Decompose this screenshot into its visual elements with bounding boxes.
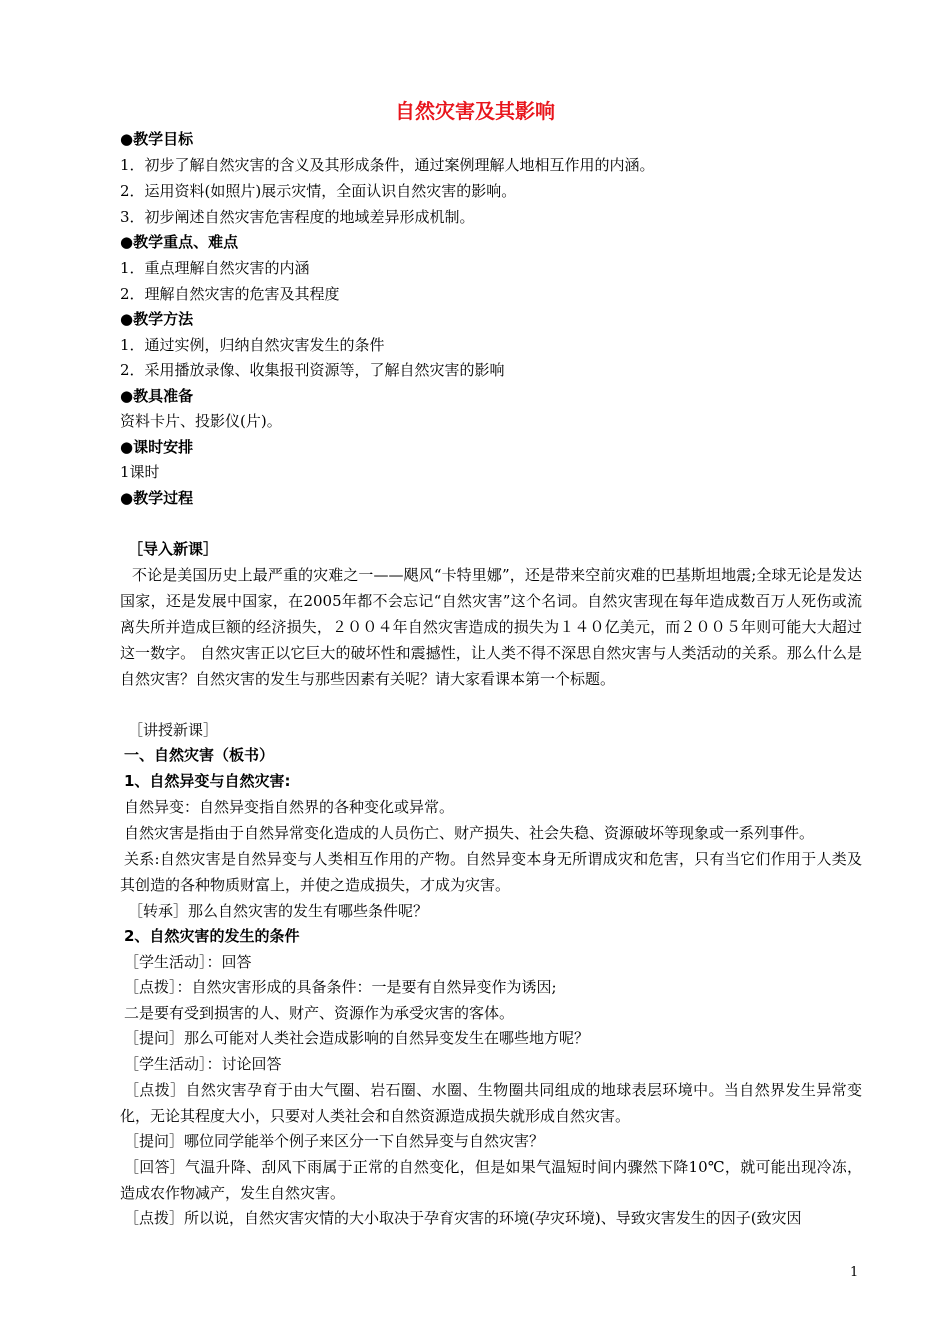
schedule-text: 1课时 [120,463,160,481]
question-1: ［提问］那么可能对人类社会造成影响的自然异变发生在哪些地方呢？ [124,1029,590,1047]
goal-item-1: 1．初步了解自然灾害的含义及其形成条件，通过案例理解人地相互作用的内涵。 [120,156,655,174]
transition-text: ［转承］那么自然灾害的发生有哪些条件呢？ [128,902,429,920]
method-item-1: 1．通过实例，归纳自然灾害发生的条件 [120,336,385,354]
section-1-heading: 一、自然灾害（板书） [124,746,275,764]
answer-paragraph: ［回答］气温升降、刮风下雨属于正常的自然变化，但是如果气温短时间内骤然下降10℃，就可能出现冷冻，造成农作物减产，发生自然灾害。 [120,1158,862,1202]
student-activity-1: ［学生活动］：回答 [124,953,252,971]
question-2: ［提问］哪位同学能举个例子来区分一下自然异变与自然灾害？ [124,1132,545,1150]
focus-heading: ●教学重点、难点 [120,233,239,251]
subsection-1-heading: 1、自然异变与自然灾害: [124,772,291,790]
definition-variation: 自然异变：自然异变指自然界的各种变化或异常。 [124,798,455,816]
new-lesson-heading: ［讲授新课］ [128,721,219,739]
relation-paragraph: 关系:自然灾害是自然异变与人类相互作用的产物。自然异变本身无所谓成灾和危害，只有当它们作用于人类及其创造的各种物质财富上，并使之造成损失，才成为灾害。 [120,850,862,894]
intro-paragraph: 不论是美国历史上最严重的灾难之一——飓风“卡特里娜”，还是带来空前灾难的巴基斯坦地震;全球无论是发达国家，还是发展中国家，在2005年都不会忘记“自然灾害”这个名词。自然灾害现在每年造成数百万人死伤或流离失所并造成巨额的经济损失，２００４年自然灾害造成的损失为１４０亿美元，而２００５年则可能大大超过这一数字。 自然灾害正以它巨大的破坏性和震撼性，让人类不得不深思自然灾害与人类活动的关系。那么什么是自然灾害？自然灾害的发生与那些因素有关呢？请大家看课本第一个标题。 [120,566,862,688]
method-item-2: 2．采用播放录像、收集报刊资源等，了解自然灾害的影响 [120,361,505,379]
method-heading: ●教学方法 [120,310,194,328]
tools-text: 资料卡片、投影仪(片)。 [120,412,282,430]
schedule-heading: ●课时安排 [120,438,194,456]
process-heading: ●教学过程 [120,489,194,507]
hint-1-continued: 二是要有受到损害的人、财产、资源作为承受灾害的客体。 [124,1004,515,1022]
page-number: 1 [850,1265,859,1280]
focus-item-1: 1．重点理解自然灾害的内涵 [120,259,310,277]
document-title: 自然灾害及其影响 [395,99,555,123]
goals-heading: ●教学目标 [120,130,194,148]
definition-disaster: 自然灾害是指由于自然异常变化造成的人员伤亡、财产损失、社会失稳、资源破坏等现象或一系列事件。 [124,824,815,842]
hint-1: ［点拨］：自然灾害形成的具备条件：一是要有自然异变作为诱因; [124,978,557,996]
hint-2: ［点拨］自然灾害孕育于由大气圈、岩石圈、水圈、生物圈共同组成的地球表层环境中。当自然界发生异常变化，无论其程度大小，只要对人类社会和自然资源造成损失就形成自然灾害。 [120,1081,862,1125]
student-activity-2: ［学生活动］：讨论回答 [124,1055,282,1073]
tools-heading: ●教具准备 [120,387,194,405]
subsection-2-heading: 2、自然灾害的发生的条件 [124,927,300,945]
intro-heading: ［导入新课］ [128,540,219,558]
goal-item-2: 2．运用资料(如照片)展示灾情，全面认识自然灾害的影响。 [120,182,517,200]
goal-item-3: 3．初步阐述自然灾害危害程度的地域差异形成机制。 [120,208,475,226]
focus-item-2: 2．理解自然灾害的危害及其程度 [120,285,340,303]
hint-3: ［点拨］所以说，自然灾害灾情的大小取决于孕育灾害的环境(孕灾环境)、导致灾害发生的因子(致灾因 [124,1209,802,1227]
